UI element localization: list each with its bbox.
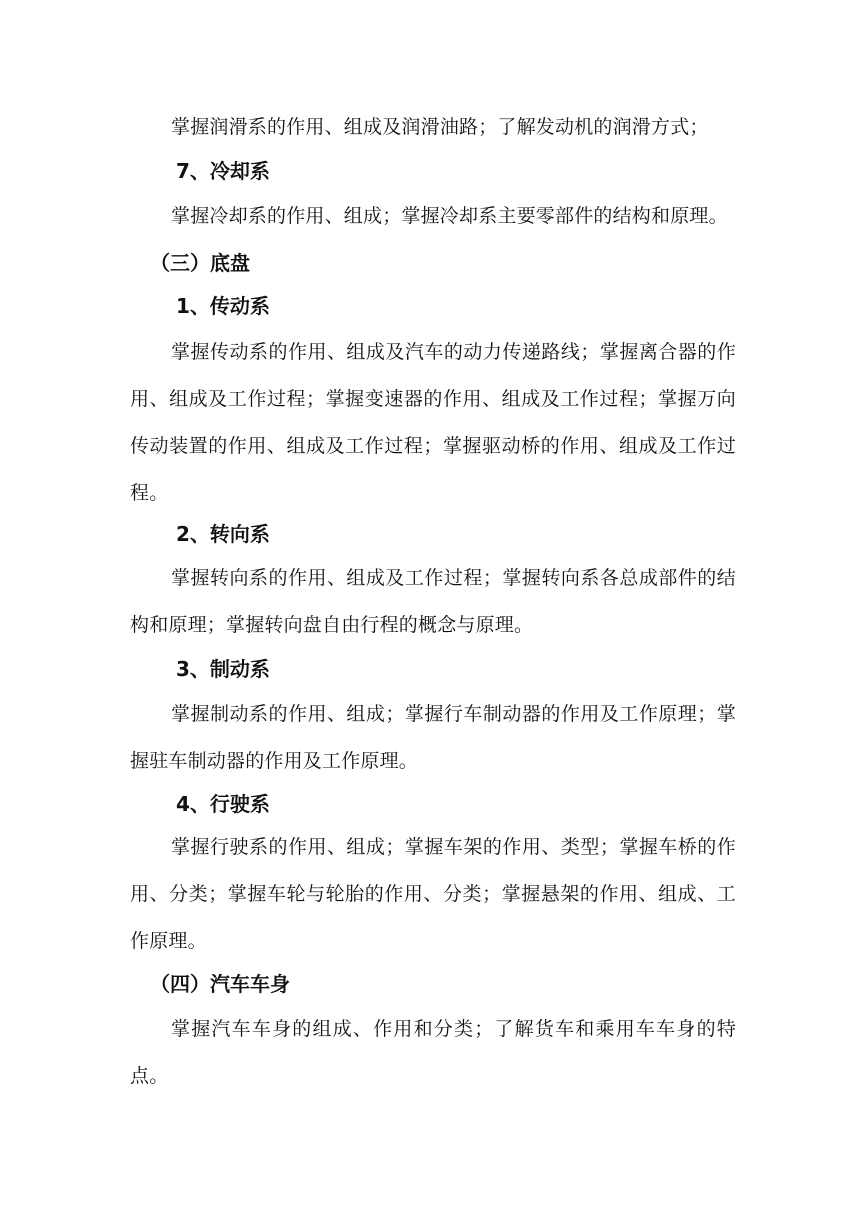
- heading-steering-system: 2、转向系: [176, 522, 270, 546]
- paragraph-lubrication: 掌握润滑系的作用、组成及润滑油路；了解发动机的润滑方式；: [171, 116, 709, 138]
- paragraph-steering-system: 掌握转向系的作用、组成及工作过程；掌握转向系各总成部件的结构和原理；掌握转向盘自由行程的概念与原理。: [130, 567, 736, 636]
- heading-transmission-system: 1、传动系: [176, 294, 270, 318]
- heading-braking-system: 3、制动系: [176, 657, 270, 681]
- heading-vehicle-body: （四）汽车车身: [150, 972, 290, 996]
- paragraph-transmission-system: 掌握传动系的作用、组成及汽车的动力传递路线；掌握离合器的作用、组成及工作过程；掌握变速器的作用、组成及工作过程；掌握万向传动装置的作用、组成及工作过程；掌握驱动桥的作用、组成及工作过程。: [130, 341, 736, 504]
- paragraph-vehicle-body: 掌握汽车车身的组成、作用和分类；了解货车和乘用车车身的特点。: [130, 1018, 736, 1087]
- heading-chassis: （三）底盘: [150, 251, 250, 275]
- paragraph-cooling-system: 掌握冷却系的作用、组成；掌握冷却系主要零部件的结构和原理。: [171, 205, 728, 227]
- heading-cooling-system: 7、冷却系: [176, 159, 270, 183]
- paragraph-braking-system: 掌握制动系的作用、组成；掌握行车制动器的作用及工作原理；掌握驻车制动器的作用及工作原理。: [130, 703, 736, 772]
- paragraph-running-system: 掌握行驶系的作用、组成；掌握车架的作用、类型；掌握车桥的作用、分类；掌握车轮与轮胎的作用、分类；掌握悬架的作用、组成、工作原理。: [130, 836, 736, 952]
- heading-running-system: 4、行驶系: [176, 792, 270, 816]
